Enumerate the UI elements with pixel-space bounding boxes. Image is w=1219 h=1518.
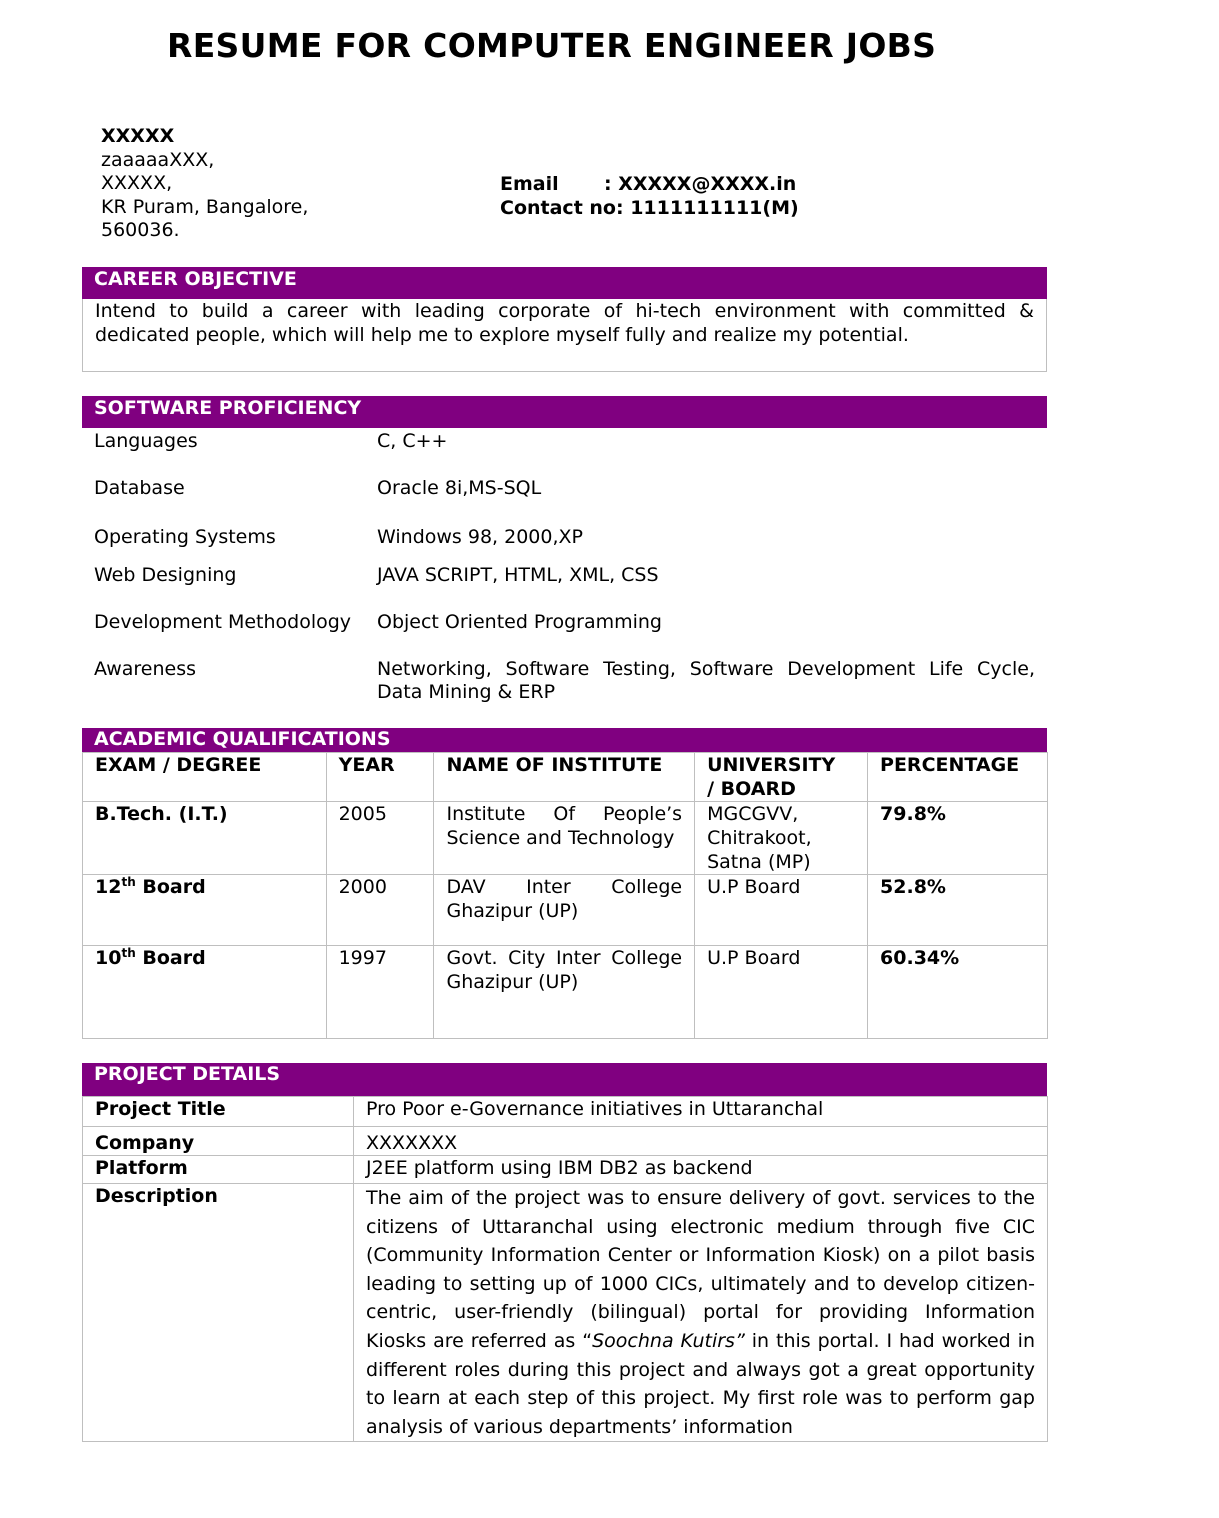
software-label: Operating Systems [94, 526, 276, 548]
email-value: : XXXXX@XXXX.in [604, 173, 797, 195]
column-header: PERCENTAGE [868, 753, 1048, 802]
page-title: RESUME FOR COMPUTER ENGINEER JOBS [167, 26, 937, 65]
academic-heading: ACADEMIC QUALIFICATIONS [82, 728, 1047, 753]
institute-line: Govt. City Inter College [446, 947, 683, 969]
software-value: Windows 98, 2000,XP [377, 526, 583, 548]
exam-cell: B.Tech. (I.T.) [83, 802, 327, 875]
description-text: The aim of the project was to ensure delivery of govt. services to the citizens of Uttaranchal using electronic medium through five CIC (Community Information Center or Information Kiosk) on a pilot basis leading to setting up of 1000 CICs, ultimately and to develop citizen-centric, user-friendly (bilingual) portal for providing Information Kiosks are referred as “ [366, 1187, 1035, 1352]
company-value: XXXXXXX [354, 1127, 1048, 1156]
table-row [83, 1097, 1048, 1127]
software-value: Oracle 8i,MS-SQL [377, 477, 542, 499]
institute-line: Ghazipur (UP) [446, 971, 579, 993]
year-cell: 1997 [326, 946, 434, 1039]
address-line: 560036. [101, 219, 180, 241]
software-label: Awareness [94, 658, 197, 680]
email-label: Email [500, 173, 559, 195]
software-value: JAVA SCRIPT, HTML, XML, CSS [377, 564, 659, 586]
description-italic-text: Soochna Kutirs” [592, 1329, 745, 1352]
institute-line: Institute Of People’s [446, 803, 683, 825]
column-header-line: / BOARD [707, 778, 796, 800]
board-line: Chitrakoot, [707, 827, 812, 849]
project-title-label: Project Title [83, 1097, 354, 1127]
board-line: MGCGVV, [707, 803, 799, 825]
exam-rest: Board [135, 876, 206, 898]
software-value: Object Oriented Programming [377, 611, 662, 633]
career-objective-box [82, 299, 1047, 372]
platform-value: J2EE platform using IBM DB2 as backend [354, 1156, 1048, 1184]
platform-label: Platform [83, 1156, 354, 1184]
exam-number: 12 [95, 876, 122, 898]
exam-cell [83, 875, 327, 946]
software-label: Database [94, 477, 185, 499]
address-line: zaaaaaXXX, [101, 148, 215, 171]
percentage-cell: 60.34% [868, 946, 1048, 1039]
percentage-cell: 52.8% [868, 875, 1048, 946]
description-text: in this portal. I had worked in different roles during this project and always got a great opportunity to learn at each step of this project. My first role was to perform gap analysis of various departments’ information [366, 1329, 1035, 1438]
candidate-name: XXXXX [101, 125, 175, 147]
table-row [83, 946, 1048, 1039]
percentage-cell: 79.8% [868, 802, 1048, 875]
project-details-heading: PROJECT DETAILS [82, 1063, 1047, 1097]
institute-line: DAV Inter College [446, 876, 683, 898]
table-row [83, 802, 1048, 875]
software-label: Web Designing [94, 564, 237, 586]
exam-cell [83, 946, 327, 1039]
description-label: Description [83, 1184, 354, 1442]
description-value [354, 1184, 1048, 1442]
phone-value: 1111111111(M) [630, 197, 799, 219]
company-label: Company [83, 1127, 354, 1156]
institute-cell [434, 946, 695, 1039]
year-cell: 2005 [326, 802, 434, 875]
address-line: XXXXX, [101, 172, 173, 194]
software-label: Development Methodology [94, 611, 352, 633]
exam-suffix: th [121, 946, 136, 960]
software-value: Data Mining & ERP [377, 681, 556, 703]
table-row [83, 1184, 1048, 1442]
software-value: C, C++ [377, 430, 448, 452]
board-cell [695, 802, 868, 875]
column-header: NAME OF INSTITUTE [434, 753, 695, 802]
institute-line: Ghazipur (UP) [446, 900, 579, 922]
project-table [82, 1096, 1048, 1442]
board-cell: U.P Board [695, 875, 868, 946]
institute-cell [434, 802, 695, 875]
table-row [83, 875, 1048, 946]
exam-number: 10 [95, 947, 122, 969]
column-header-line: UNIVERSITY [707, 754, 836, 776]
software-value: Networking, Software Testing, Software Development Life Cycle, [377, 658, 1035, 680]
table-header-row [83, 753, 1048, 802]
exam-suffix: th [121, 875, 136, 889]
column-header: YEAR [326, 753, 434, 802]
board-line: Satna (MP) [707, 851, 811, 873]
address-line: KR Puram, Bangalore, [101, 195, 309, 218]
column-header: EXAM / DEGREE [83, 753, 327, 802]
column-header [695, 753, 868, 802]
software-proficiency-heading: SOFTWARE PROFICIENCY [82, 396, 1047, 428]
contact-block [500, 172, 799, 220]
phone-label: Contact no: [500, 197, 624, 219]
year-cell: 2000 [326, 875, 434, 946]
exam-rest: Board [135, 947, 206, 969]
table-row [83, 1127, 1048, 1156]
career-objective-heading: CAREER OBJECTIVE [82, 267, 1047, 299]
academic-table [82, 752, 1048, 1039]
software-label: Languages [94, 430, 198, 452]
career-objective-text: Intend to build a career with leading corporate of hi-tech environment with committed & dedicated people, which will help me to explore myself fully and realize my potential. [95, 300, 1034, 346]
institute-line: Science and Technology [446, 827, 675, 849]
address-block [101, 125, 308, 243]
project-title-value: Pro Poor e-Governance initiatives in Uttaranchal [354, 1097, 1048, 1127]
table-row [83, 1156, 1048, 1184]
board-cell: U.P Board [695, 946, 868, 1039]
institute-cell [434, 875, 695, 946]
